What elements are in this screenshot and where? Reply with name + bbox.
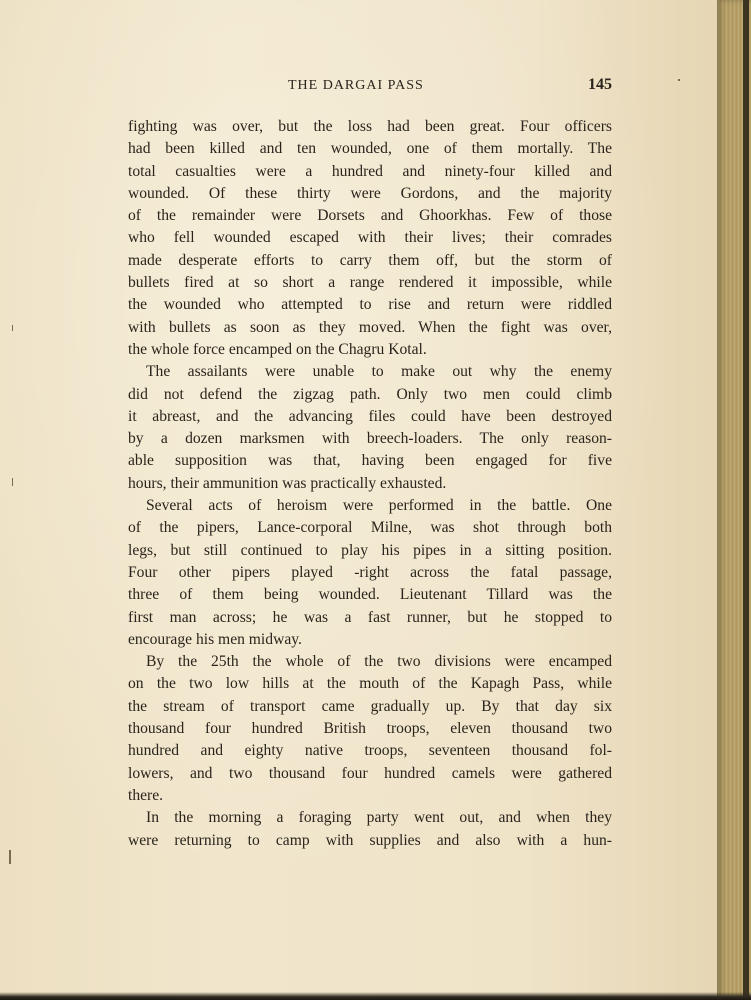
text-line: with bullets as soon as they moved. When the fight was over, — [128, 318, 612, 336]
text-line: bullets fired at so short a range rendered it impossible, while — [128, 274, 612, 292]
text-line: three of them being wounded. Lieutenant Tillard was the — [128, 586, 612, 604]
margin-speck — [12, 478, 13, 486]
page-header — [128, 78, 612, 100]
running-head: THE DARGAI PASS — [288, 78, 424, 93]
text-line: there. — [128, 786, 164, 804]
text-line: the stream of transport came gradually up. By that day six — [128, 697, 612, 715]
body-text — [128, 116, 612, 852]
text-line: had been killed and ten wounded, one of them mortally. The — [128, 140, 612, 158]
bottom-edge — [0, 992, 751, 1000]
text-line: legs, but still continued to play his pipes in a sitting position. — [128, 541, 612, 559]
text-line: thousand four hundred British troops, eleven thousand two — [128, 720, 612, 738]
text-line: it abreast, and the advancing files could have been destroyed — [128, 407, 612, 425]
text-line: The assailants were unable to make out why the enemy — [146, 363, 612, 381]
text-line: Several acts of heroism were performed in the battle. One — [146, 497, 612, 515]
text-line: fighting was over, but the loss had been great. Four officers — [128, 118, 612, 135]
text-line: lowers, and two thousand four hundred camels were gathered — [128, 764, 612, 782]
text-line: Four other pipers played -right across the fatal passage, — [128, 563, 612, 581]
text-line: the whole force encamped on the Chagru Kotal. — [128, 340, 427, 358]
text-line: the wounded who attempted to rise and return were riddled — [128, 296, 612, 314]
page-edges — [717, 0, 751, 1000]
text-line: By the 25th the whole of the two divisions were encamped — [146, 653, 612, 671]
text-line: of the remainder were Dorsets and Ghoorkhas. Few of those — [128, 207, 612, 225]
text-line: made desperate efforts to carry them off, but the storm of — [128, 251, 612, 269]
text-line: encourage his men midway. — [128, 630, 302, 648]
margin-speck — [12, 325, 13, 331]
text-line: on the two low hills at the mouth of the Kapagh Pass, while — [128, 675, 612, 693]
text-line: In the morning a foraging party went out, and when they — [146, 809, 612, 827]
text-line: total casualties were a hundred and ninety-four killed and — [128, 162, 612, 180]
text-line: of the pipers, Lance-corporal Milne, was shot through both — [128, 519, 612, 537]
text-line: first man across; he was a fast runner, but he stopped to — [128, 608, 612, 626]
margin-speck — [9, 850, 11, 864]
text-line: who fell wounded escaped with their lives; their comrades — [128, 229, 612, 247]
text-line: wounded. Of these thirty were Gordons, and the majority — [128, 184, 612, 202]
page-number: 145 — [588, 76, 612, 93]
text-line: able supposition was that, having been engaged for five — [128, 452, 612, 470]
text-line: hundred and eighty native troops, seventeen thousand fol- — [128, 742, 612, 760]
text-line: were returning to camp with supplies and also with a hun- — [128, 831, 612, 849]
text-line: hours, their ammunition was practically exhausted. — [128, 474, 447, 492]
text-line: by a dozen marksmen with breech-loaders. The only reason- — [128, 430, 612, 448]
margin-speck — [678, 79, 680, 81]
text-line: did not defend the zigzag path. Only two men could climb — [128, 385, 612, 403]
